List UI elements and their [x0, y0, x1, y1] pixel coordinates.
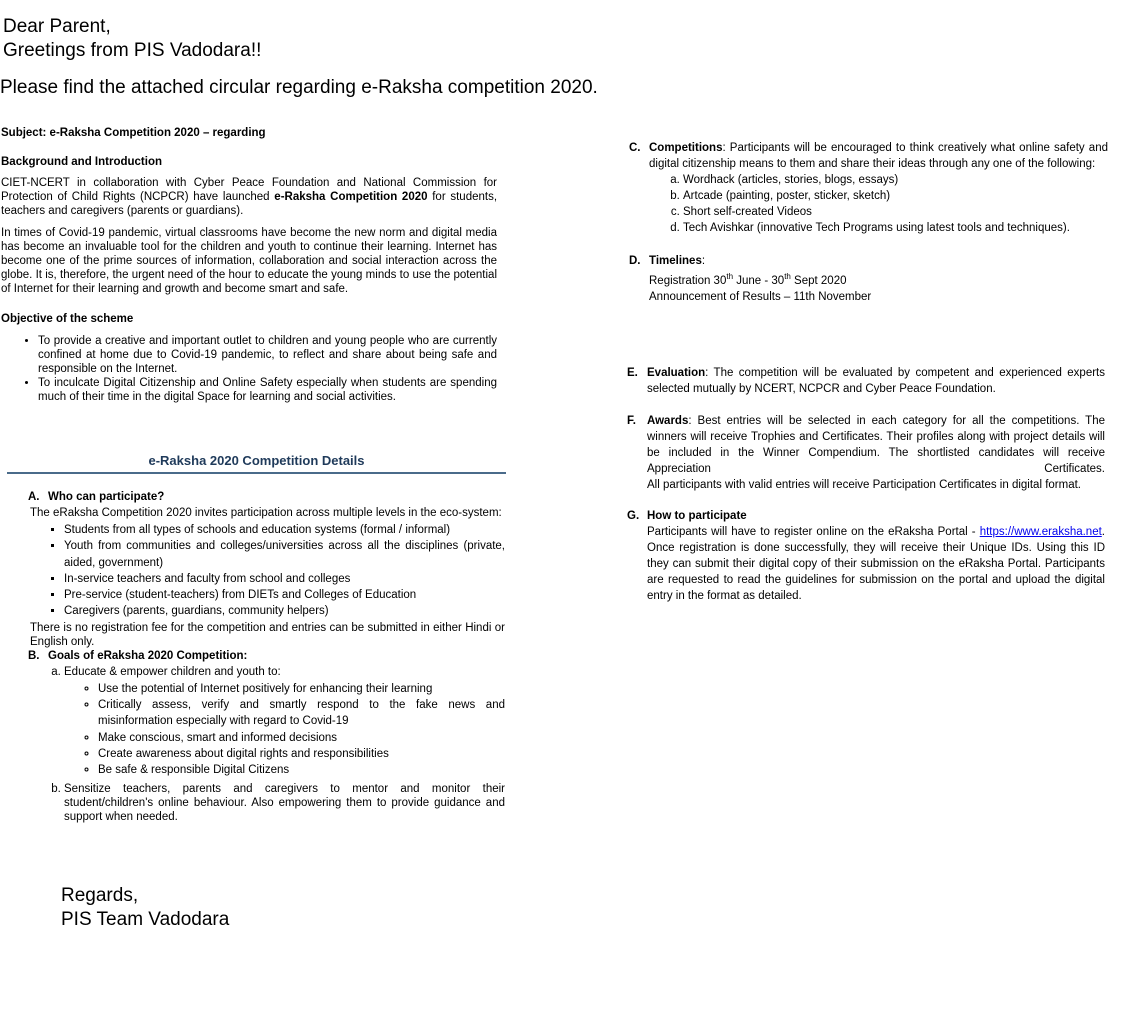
list-item: • To inculcate Digital Citizenship and Online Safety especially when students are spending much of their time in the digital Space for learning and social activities.: [38, 376, 497, 404]
list-item: ◦ Make conscious, smart and informed decisions: [98, 730, 505, 746]
section-f: F. Awards: Best entries will be selected in each category for all the competitions. The winners will receive Trophies and Certificates. Their profiles along with project details will be included in the Winner Compendium. The shortlisted candidates will receive Appreciation Certificates. All participants with valid entries will receive Participation Certificates in digital format.: [627, 415, 1105, 491]
section-g-heading: G. How to participate: [627, 510, 747, 522]
details-section: [28, 490, 505, 824]
eraksha-portal-link[interactable]: https://www.eraksha.net: [979, 526, 1102, 538]
left-column: [1, 126, 497, 404]
section-e: E. Evaluation: The competition will be evaluated by competent and experienced experts selected mutually by NCERT, NCPCR and Cyber Peace Foundation.: [627, 367, 1105, 395]
section-d: D. Timelines:: [629, 255, 706, 267]
details-divider: [7, 472, 506, 474]
objective-list: [1, 334, 497, 404]
list-item: ◦ Use the potential of Internet positively for enhancing their learning: [98, 681, 505, 697]
list-item: ▪ Pre-service (student-teachers) from DIETs and Colleges of Education: [64, 587, 505, 603]
list-item: a. Wordhack (articles, stories, blogs, essays): [683, 172, 1108, 188]
intro-line: Please find the attached circular regarding e-Raksha competition 2020.: [0, 77, 598, 98]
subject-line: Subject: e-Raksha Competition 2020 – regarding: [1, 127, 266, 139]
greeting-line: Greetings from PIS Vadodara!!: [3, 40, 262, 61]
section-a-heading: A. Who can participate?: [28, 491, 165, 503]
section-g-text: Participants will have to register online on the eRaksha Portal - https://www.eraksha.net. Once registration is done successfully, they will receive their Unique IDs. Using this ID they can submit their digital copy of their submission on the eRaksha Portal. Participants are requested to read the guidelines for submission on the portal and upload the digital entry in the format as detailed.: [647, 526, 1105, 602]
competition-list: [629, 172, 1108, 236]
list-item: ◦ Create awareness about digital rights and responsibilities: [98, 746, 505, 762]
background-heading: Background and Introduction: [1, 156, 162, 168]
salutation: Dear Parent,: [3, 16, 111, 37]
list-item: c. Short self-created Videos: [683, 204, 1108, 220]
list-item: ◦ Be safe & responsible Digital Citizens: [98, 762, 505, 778]
goal-a-sublist: [64, 681, 505, 779]
list-item: ▪ Students from all types of schools and education systems (formal / informal): [64, 522, 505, 538]
right-column-lower: [627, 365, 1105, 604]
section-a-text: The eRaksha Competition 2020 invites participation across multiple levels in the eco-system:: [30, 507, 502, 519]
background-paragraph-1: CIET-NCERT in collaboration with Cyber Peace Foundation and National Commission for Protection of Child Rights (NCPCR) have launched e-Raksha Competition 2020 for students, teachers and caregivers (parents or guardians).: [1, 177, 498, 217]
list-item: ◦ Critically assess, verify and smartly respond to the fake news and misinformation especially with regard to Covid-19: [98, 697, 505, 730]
section-c: C. Competitions: Participants will be encouraged to think creatively what online safety and digital citizenship means to them and share their ideas through any one of the following:: [629, 142, 1108, 170]
list-item: ▪ In-service teachers and faculty from school and colleges: [64, 571, 505, 587]
details-title: e-Raksha 2020 Competition Details: [148, 453, 365, 468]
goals-list: [28, 665, 505, 824]
list-item: ▪ Caregivers (parents, guardians, community helpers): [64, 603, 505, 619]
registration-dates: Registration 30th June - 30th Sept 2020: [649, 272, 847, 287]
goal-b: b. Sensitize teachers, parents and caregivers to mentor and monitor their student/children's online behaviour. Also empowering them to provide guidance and support when needed.: [64, 782, 505, 824]
objective-heading: Objective of the scheme: [1, 313, 134, 325]
registration-fee-note: There is no registration fee for the competition and entries can be submitted in either Hindi or English only.: [30, 621, 505, 648]
team-signature: PIS Team Vadodara: [61, 909, 230, 930]
list-item: d. Tech Avishkar (innovative Tech Programs using latest tools and techniques).: [683, 220, 1108, 236]
goal-a: a. Educate & empower children and youth to: ◦ Use the potential of Internet positively for enhancing their learning ◦ Critically assess, verify and smartly respond to the fake news and misinformation especially with regard to Covid-19 ◦ Make conscious, smart and informed decisions ◦ Create awareness about digital rights and responsibilities ◦ Be safe & responsible Digital Citizens: [64, 665, 505, 779]
list-item: • To provide a creative and important outlet to children and young people who are currently confined at home due to Covid-19 pandemic, to reflect and share about being safe and responsible on the Internet.: [38, 334, 497, 376]
regards: Regards,: [61, 885, 139, 906]
participant-list: [28, 522, 505, 620]
list-item: ▪ Youth from communities and colleges/universities across all the disciplines (private, aided, government): [64, 538, 505, 571]
background-paragraph-2: In times of Covid-19 pandemic, virtual classrooms have become the new norm and digital media has become an invaluable tool for the children and youth to continue their learning. Internet has become one of the prime sources of information, collaboration and social interaction across the globe. It is, therefore, the urgent need of the hour to educate the young minds to use the potential of Internet for their learning and growth and become smart and safe.: [1, 227, 497, 295]
right-column: [629, 140, 1108, 305]
list-item: b. Artcade (painting, poster, sticker, sketch): [683, 188, 1108, 204]
section-b-heading: B. Goals of eRaksha 2020 Competition:: [28, 649, 248, 662]
results-date: Announcement of Results – 11th November: [649, 290, 872, 303]
